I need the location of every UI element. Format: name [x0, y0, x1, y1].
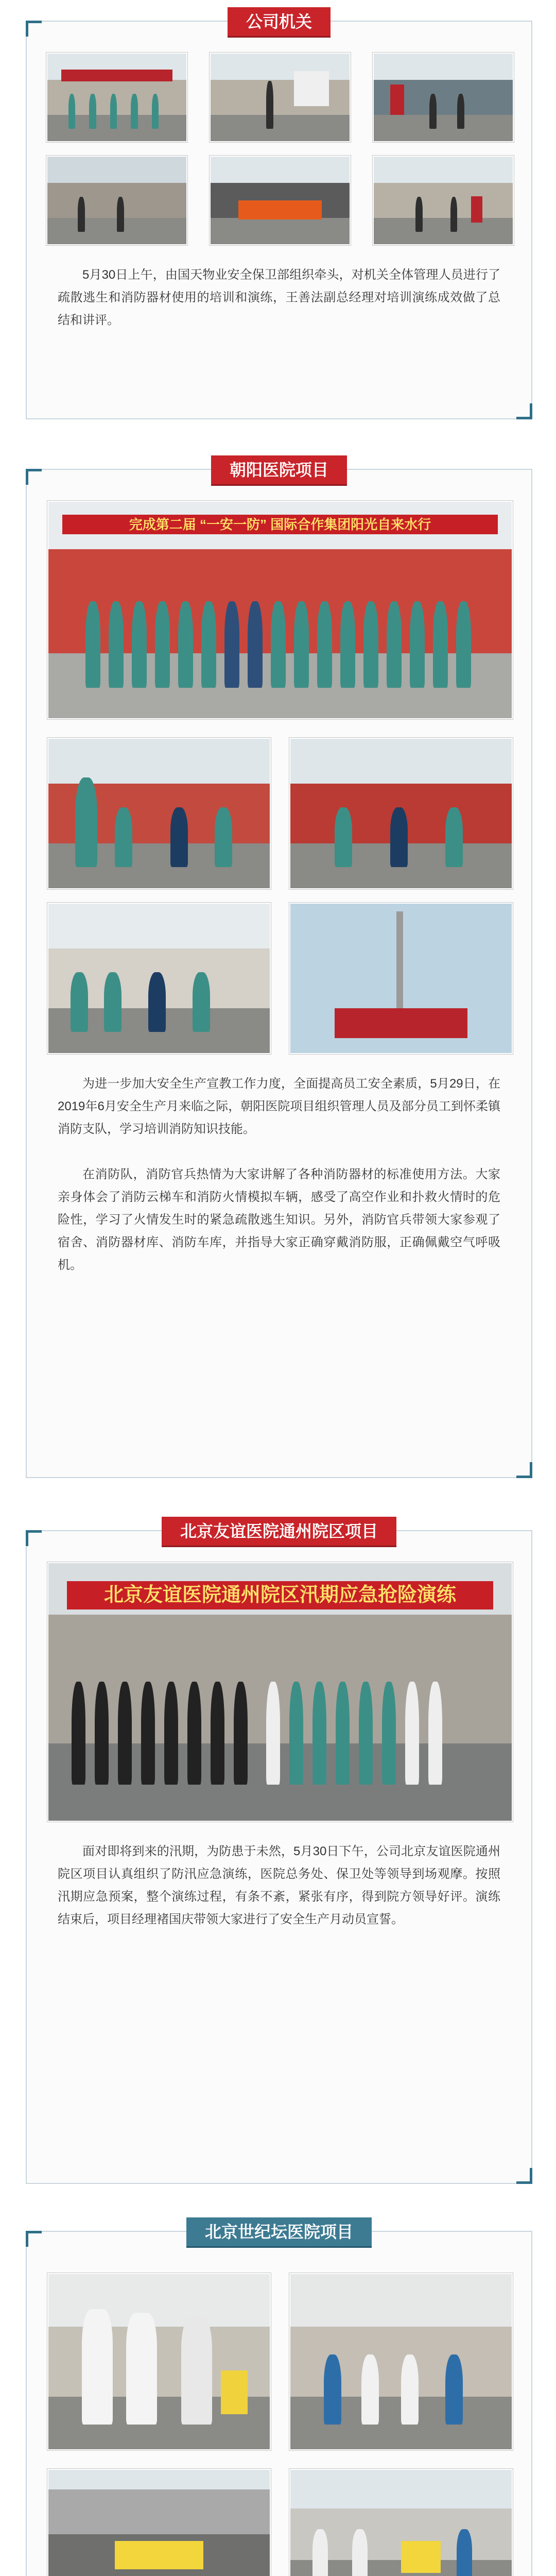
section-company-office: [26, 12, 532, 419]
photo: [47, 738, 271, 889]
section-title: 北京友谊医院通州院区项目: [162, 1517, 396, 1546]
section-text: [58, 1073, 500, 1277]
photo-group: [47, 501, 513, 719]
photo-group: [47, 1562, 513, 1822]
photo: [289, 2273, 513, 2450]
photo: [47, 2273, 271, 2450]
photo: [373, 156, 514, 245]
paragraph: 面对即将到来的汛期，为防患于未然，5月30日下午，公司北京友谊医院通州院区项目认真组织了防汛应急演练，医院总务处、保卫处等领导到场观摩。按照汛期应急预案，整个演练过程，有条不紊，紧张有序，得到院方领导好评。演练结束后，项目经理褚国庆带领大家进行了安全生产月动员宣誓。: [58, 1844, 500, 1926]
photo: [289, 903, 513, 1054]
section-shijitan-hospital: [26, 2223, 532, 2576]
section-title: 公司机关: [228, 7, 331, 36]
paragraph: 在消防队，消防官兵热情为大家讲解了各种消防器材的标准使用方法。大家亲身体会了消防云梯车和消防火情模拟车辆，感受了高空作业和扑救火情时的危险性，学习了火情发生时的紧急疏散逃生知识。另外，消防官兵带领大家参观了宿舍、消防器材库、消防车库，并指导大家正确穿戴消防服，正确佩戴空气呼吸机。: [58, 1167, 500, 1272]
photo-banner: 北京友谊医院通州院区汛期应急抢险演练: [67, 1581, 493, 1609]
photo: [47, 2469, 271, 2576]
section-text: [58, 1840, 500, 1931]
photo: [289, 738, 513, 889]
paragraph: 为进一步加大安全生产宣教工作力度，全面提高员工安全素质，5月29日，在2019年6月安全生产月来临之际，朝阳医院项目组织管理人员及部分员工到怀柔镇消防支队，学习培训消防知识技能。: [58, 1077, 500, 1136]
photo-banner: 完成第二届 “一安一防” 国际合作集团阳光自来水行: [62, 515, 498, 534]
paragraph: 5月30日上午，由国天物业安全保卫部组织牵头，对机关全体管理人员进行了疏散逃生和消防器材使用的培训和演练，王善法副总经理对培训演练成效做了总结和讲评。: [58, 268, 500, 327]
photo: [210, 156, 351, 245]
section-title: 北京世纪坛医院项目: [186, 2217, 372, 2246]
section-chaoyang-hospital: [26, 461, 532, 1478]
photo: [46, 156, 187, 245]
section-youyi-tongzhou: [26, 1522, 532, 2184]
photo: [289, 2469, 513, 2576]
photo: [47, 903, 271, 1054]
photo: [373, 53, 514, 142]
section-title: 朝阳医院项目: [211, 455, 347, 484]
photo: [210, 53, 351, 142]
section-text: [58, 264, 500, 332]
photo: [46, 53, 187, 142]
